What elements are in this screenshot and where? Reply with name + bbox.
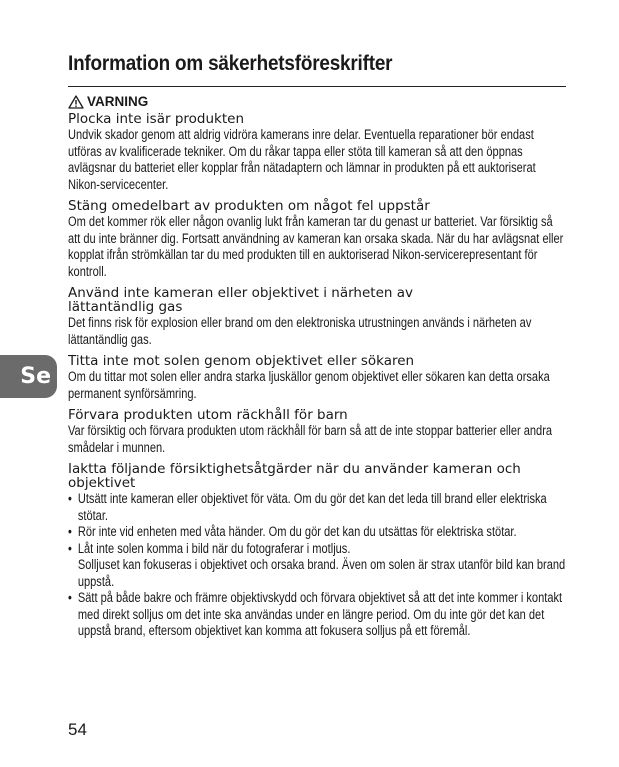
- page-content: [68, 52, 566, 646]
- section-heading: Använd inte kameran eller objektivet i närheten av lättantändlig gas: [68, 285, 413, 315]
- section-heading: Stäng omedelbart av produkten om något fel uppstår: [68, 198, 430, 214]
- section-heading: Titta inte mot solen genom objektivet eller sökaren: [68, 353, 415, 369]
- warning-label: [68, 94, 566, 109]
- language-tab: [0, 355, 57, 398]
- list-item: • Utsätt inte kameran eller objektivet för väta. Om du gör det kan det leda till brand eller elektriska stötar.: [68, 491, 567, 524]
- list-item-text: Rör inte vid enheten med våta händer. Om du gör det kan du utsättas för elektriska stötar.: [77, 524, 517, 539]
- list-item-text: Sätt på både bakre och främre objektivskydd och förvara objektivet så att det inte kommer i kontakt med direkt solljus om det inte ska användas under en längre period. Om du inte gör det kan det uppstå brand, eftersom objektivet kan komma att fokusera solljus på ett föremål.: [77, 590, 563, 638]
- section-body: Det finns risk för explosion eller brand om den elektroniska utrustningen används i närheten av lättantändlig gas.: [68, 315, 532, 347]
- section-heading: Förvara produkten utom räckhåll för barn: [68, 407, 348, 423]
- section-body: Om du tittar mot solen eller andra starka ljuskällor genom objektivet eller sökaren kan detta orsaka permanent synförsämring.: [68, 369, 550, 401]
- warning-text: VARNING: [87, 94, 149, 109]
- list-item-text: Utsätt inte kameran eller objektivet för väta. Om du gör det kan det leda till brand eller elektriska stötar.: [77, 491, 547, 523]
- title-divider: [68, 86, 566, 87]
- section-malfunction: [68, 199, 566, 280]
- section-body: Undvik skador genom att aldrig vidröra kamerans inre delar. Eventuella reparationer bör endast utföras av kvalificerade tekniker. Om du råkar tappa eller stöta till kameran så att den öppnas avlägsnar du batteriet eller kopplar från nätadaptern och lämnar in produkten på ett auktoriserat Nikon-servicecenter.: [68, 127, 536, 192]
- list-item: • Rör inte vid enheten med våta händer. Om du gör det kan du utsättas för elektriska stötar.: [68, 524, 517, 539]
- section-heading: Plocka inte isär produkten: [68, 111, 244, 127]
- language-tab-label: Se: [20, 364, 51, 389]
- section-disassemble: [68, 112, 566, 193]
- page-number: 54: [68, 720, 87, 739]
- page-title: Information om säkerhetsföreskrifter: [68, 52, 393, 75]
- section-flammable-gas: [68, 286, 566, 348]
- warning-triangle-icon: [68, 95, 84, 109]
- precaution-list: [68, 491, 567, 640]
- section-sun: [68, 354, 566, 402]
- precaution-list-wrap: [68, 491, 567, 640]
- section-children: [68, 408, 566, 456]
- section-heading: Iaktta följande försiktighetsåtgärder när du använder kameran och objektivet: [68, 461, 521, 491]
- section-precautions: [68, 462, 566, 640]
- section-body: Om det kommer rök eller någon ovanlig lukt från kameran tar du genast ur batteriet. Var försiktig så att du inte bränner dig. Fortsatt användning av kameran kan orsaka skada. När du har avlägsnat eller kopplat ifrån strömkällan tar du med produkten till en auktoriserad Nikon-servicerepresentant för kontroll.: [68, 214, 564, 279]
- list-item: • Låt inte solen komma i bild när du fotograferar i motljus. Solljuset kan fokuseras i objektivet och orsaka brand. Även om solen är strax utanför bild kan brand uppstå.: [68, 540, 566, 589]
- list-item-text: Låt inte solen komma i bild när du fotograferar i motljus. Solljuset kan fokuseras i objektivet och orsaka brand. Även om solen är strax utanför bild kan brand uppstå.: [77, 540, 566, 589]
- section-body: Var försiktig och förvara produkten utom räckhåll för barn så att de inte stoppar batterier eller andra smådelar i munnen.: [68, 423, 553, 455]
- list-item: • Sätt på både bakre och främre objektivskydd och förvara objektivet så att det inte kommer i kontakt med direkt solljus om det inte ska användas under en längre period. Om du inte gör det kan det uppstå brand, eftersom objektivet kan komma att fokusera solljus på ett föremål.: [68, 590, 567, 640]
